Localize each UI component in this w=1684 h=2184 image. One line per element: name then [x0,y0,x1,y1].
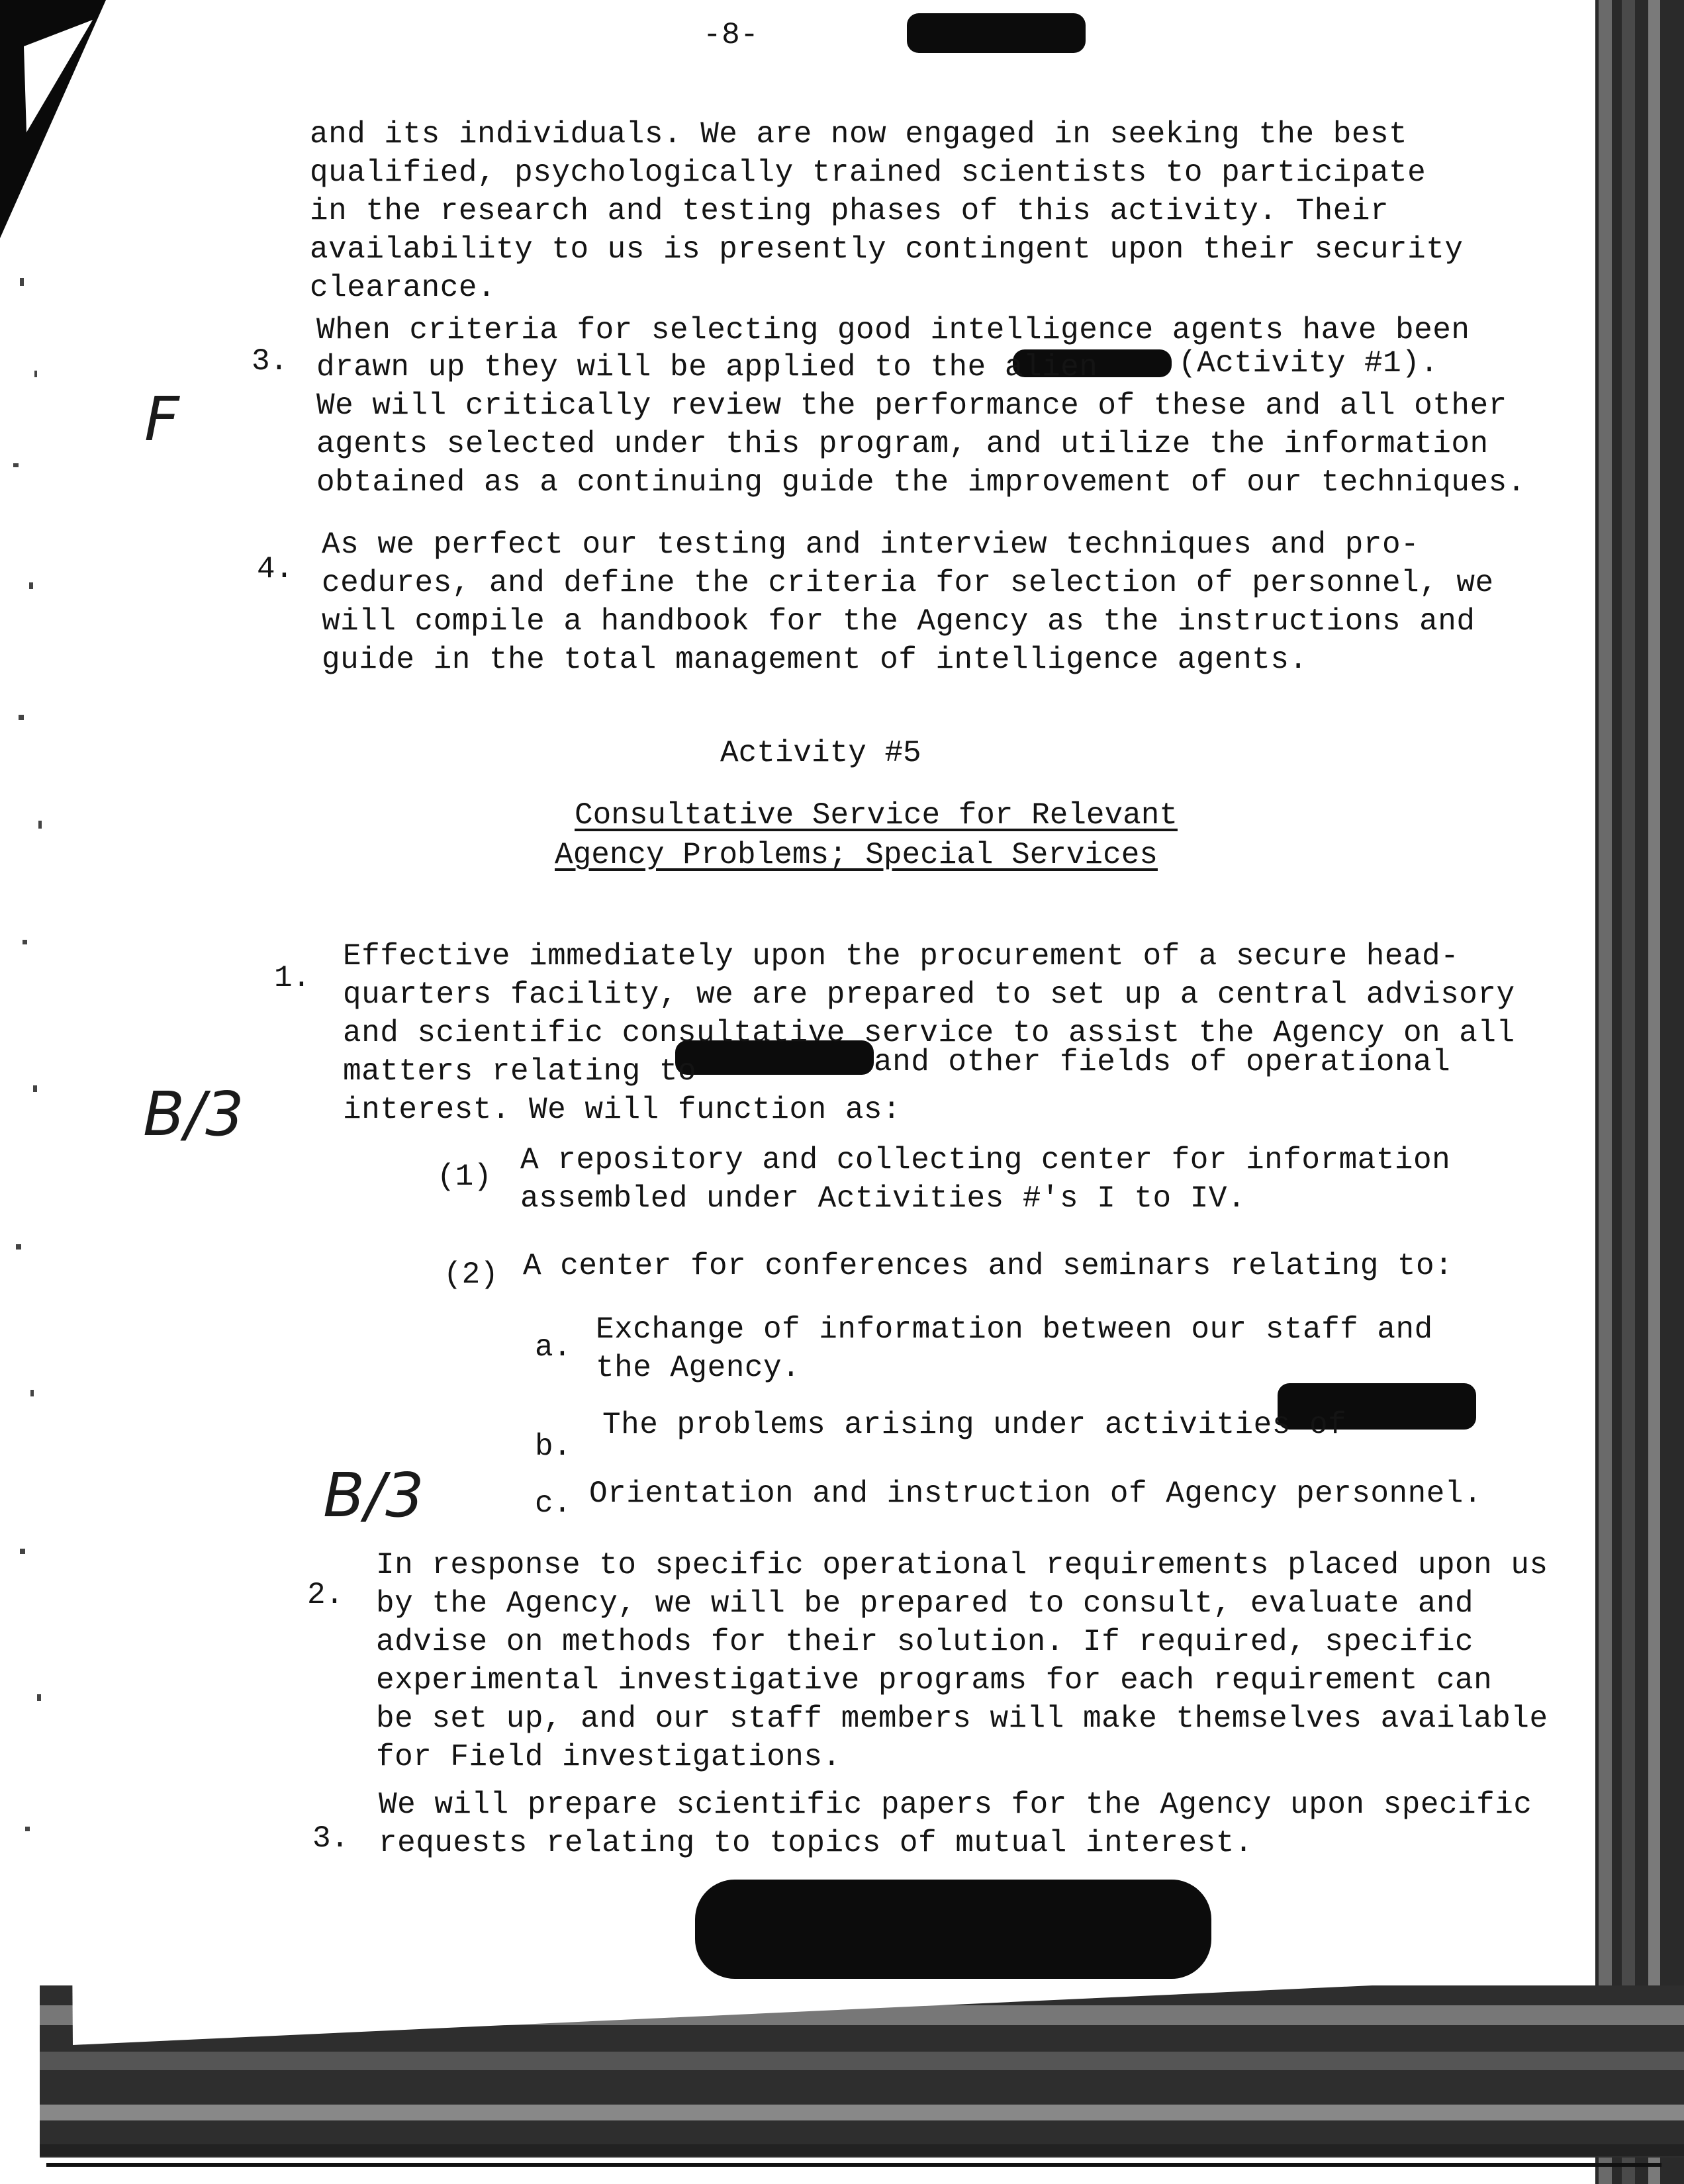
item-line: (Activity #1). [1178,346,1439,381]
item-number: 4. [257,552,294,586]
sub-line: A repository and collecting center for information [520,1143,1451,1177]
item-line: When criteria for selecting good intelligence agents have been [316,313,1470,347]
sub-line: assembled under Activities #'s I to IV. [520,1181,1246,1216]
item-line: advise on methods for their solution. If required, specific [376,1625,1474,1659]
continuation-line: in the research and testing phases of this activity. Their [310,194,1389,228]
sub-number: (1) [437,1160,492,1194]
item-line: be set up, and our staff members will make themselves available [376,1702,1548,1736]
sub-number: (2) [444,1257,498,1292]
item-line: As we perfect our testing and interview techniques and pro- [322,527,1420,562]
sub-line: A center for conferences and seminars relating to: [523,1249,1454,1283]
item-line: guide in the total management of intelligence agents. [322,643,1308,677]
item-line: Effective immediately upon the procurement of a secure head- [343,939,1460,974]
redaction-top [907,13,1086,53]
continuation-line: qualified, psychologically trained scientists to participate [310,156,1427,190]
continuation-line: availability to us is presently contingent upon their security [310,232,1464,267]
subsub-line: Exchange of information between our staff and [596,1312,1433,1347]
item-line: by the Agency, we will be prepared to consult, evaluate and [376,1586,1474,1621]
subsub-letter: a. [535,1330,572,1365]
item-line: experimental investigative programs for each requirement can [376,1663,1493,1698]
subsub-line: Orientation and instruction of Agency personnel. [589,1477,1483,1511]
page-number: -8- [703,18,759,52]
handwritten-mark: B/3 [323,1460,424,1531]
item-line: We will critically review the performance of these and all other [316,388,1507,423]
activity-subtitle: Consultative Service for Relevant [575,798,1178,833]
subsub-line: the Agency. [596,1351,801,1385]
subsub-letter: b. [535,1430,572,1464]
item-line: drawn up they will be applied to the alien [316,350,1098,385]
item-line: quarters facility, we are prepared to set up a central advisory [343,978,1515,1012]
activity-subtitle: Agency Problems; Special Services [555,838,1158,872]
item-line: requests relating to topics of mutual interest. [379,1826,1253,1860]
item-line: and scientific consultative service to assist the Agency on all [343,1016,1515,1050]
item-number: 1. [274,961,311,995]
activity-title: Activity #5 [720,736,921,770]
item-line: will compile a handbook for the Agency as the instructions and [322,604,1475,639]
handwritten-mark: F [144,384,179,455]
item-line: matters relating to [343,1054,696,1089]
item-line: for Field investigations. [376,1740,841,1774]
item-line: obtained as a continuing guide the improvement of our techniques. [316,465,1526,500]
subsub-line: The problems arising under activities of [602,1408,1347,1442]
item-line: cedures, and define the criteria for selection of personnel, we [322,566,1494,600]
item-line: We will prepare scientific papers for the Agency upon specific [379,1788,1532,1822]
item-line: agents selected under this program, and utilize the information [316,427,1489,461]
item-number: 3. [312,1821,350,1856]
item-line: In response to specific operational requirements placed upon us [376,1548,1548,1582]
item-number: 2. [307,1578,344,1612]
redaction-bottom [695,1880,1211,1979]
item-line: interest. We will function as: [343,1093,902,1127]
continuation-line: clearance. [310,271,496,305]
continuation-line: and its individuals. We are now engaged in seeking the best [310,117,1408,152]
handwritten-mark: B/3 [143,1079,244,1150]
item-number: 3. [252,344,289,379]
subsub-letter: c. [535,1486,572,1521]
item-line: and other fields of operational [874,1045,1451,1079]
